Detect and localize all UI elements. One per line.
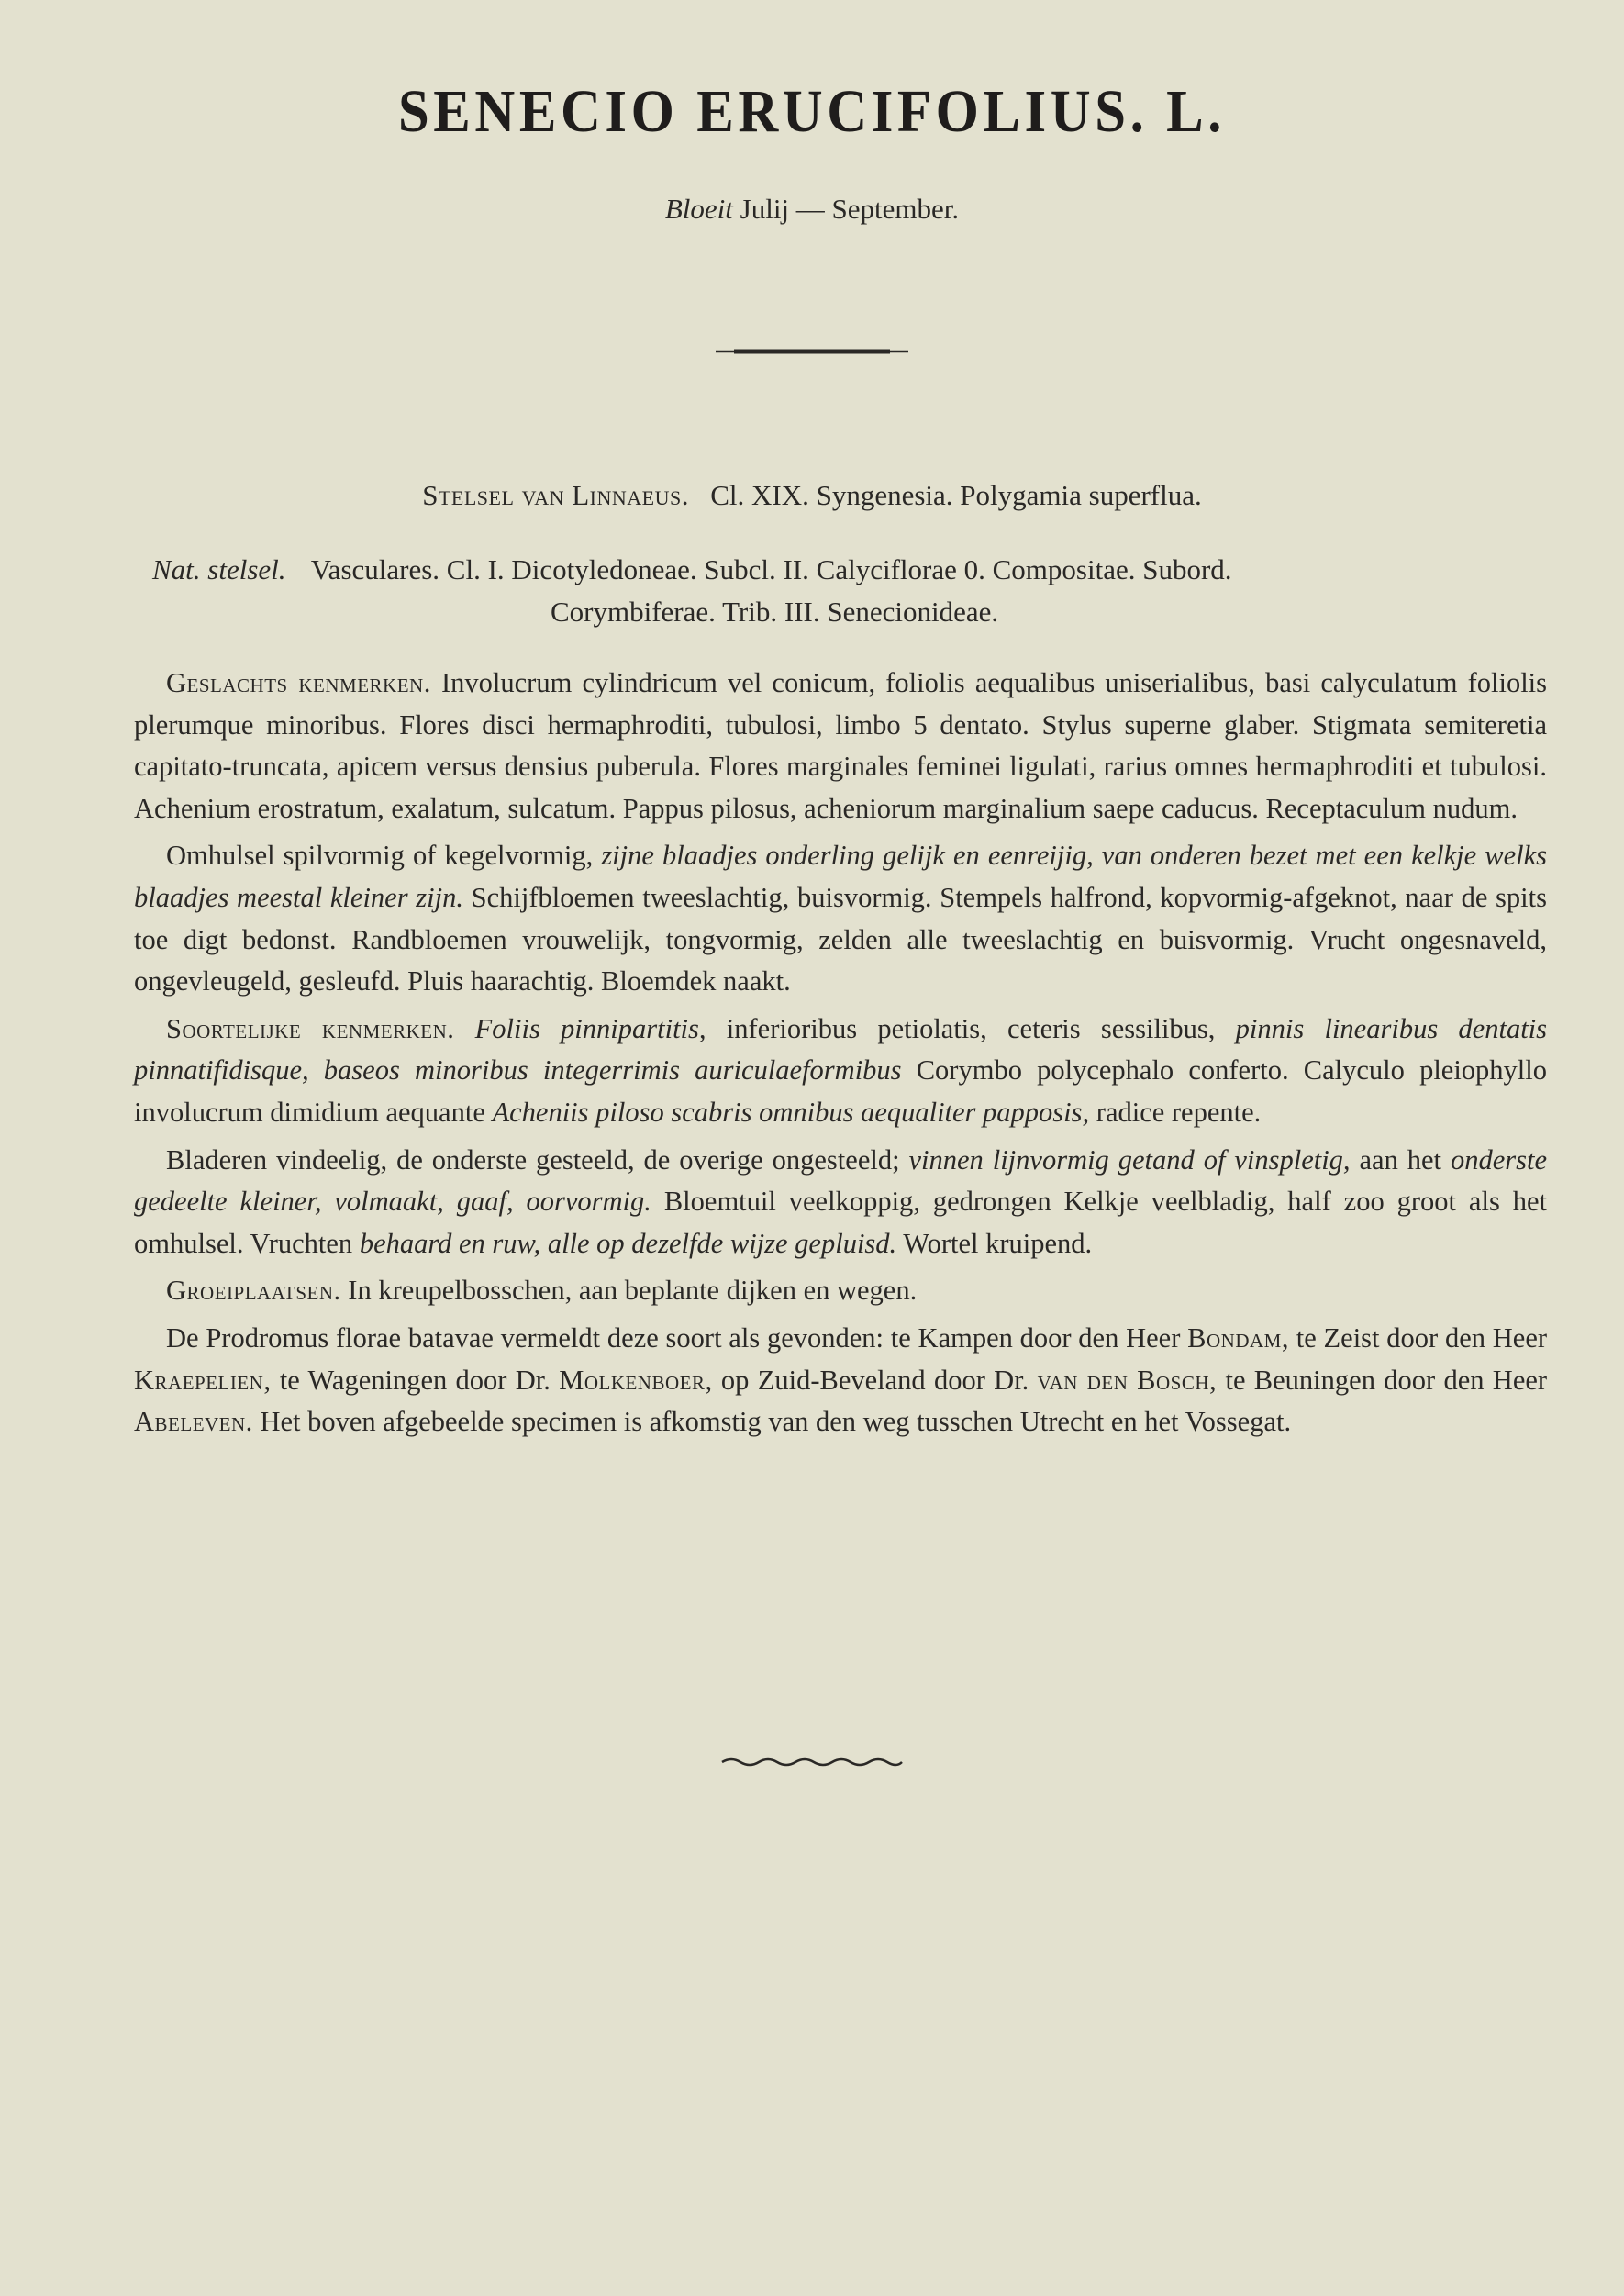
system-text: Cl. XIX. Syngenesia. Polygamia superflua. (710, 479, 1202, 511)
page-title: SENECIO ERUCIFOLIUS. L. (397, 78, 1227, 145)
geslachts-label: Geslachts kenmerken. (166, 667, 431, 698)
soortelijke-b: inferioribus petiolatis, ceteris sessilibus, (726, 1012, 1216, 1044)
bladeren-paragraph (134, 1140, 1547, 1265)
soortelijke-d: Corymbo polycephalo conferto. Calyculo pleiophyllo involucrum dimidium aequante (134, 1054, 1547, 1128)
prodromus-paragraph (134, 1318, 1547, 1443)
soortelijke-label: Soortelijke kenmerken. (166, 1012, 455, 1044)
prodromus-b: te Zeist door den Heer (1296, 1321, 1548, 1354)
groei-text: In kreupelbosschen, aan beplante dijken en wegen. (348, 1275, 918, 1307)
soortelijke-e: Acheniis piloso scabris omnibus aequaliter papposis, (492, 1096, 1090, 1128)
name-abeleven: Abeleven. (134, 1406, 253, 1438)
geslachts-latin-paragraph (134, 663, 1547, 830)
name-kraepelien: Kraepelien, (134, 1364, 272, 1396)
nat-label: Nat. stelsel. (152, 553, 286, 585)
prodromus-f: Het boven afgebeelde specimen is afkomstig van den weg tusschen Utrecht en het Vossegat. (260, 1406, 1292, 1438)
bladeren-g: Wortel kruipend. (903, 1227, 1093, 1259)
prodromus-a: De Prodromus florae batavae vermeldt deze soort als gevonden: te Kampen door den Heer (166, 1321, 1181, 1354)
bladeren-b: vinnen lijnvormig getand of vinspletig, (908, 1143, 1351, 1176)
bloom-label: Bloeit (664, 193, 733, 225)
soortelijke-f: radice repente. (1096, 1096, 1262, 1128)
bladeren-c: aan het (1359, 1143, 1442, 1176)
nat-line1: Vasculares. Cl. I. Dicotyledoneae. Subcl. II. Calyciflorae 0. Compositae. Subord. (310, 553, 1232, 585)
soortelijke-a: Foliis pinnipartitis, (474, 1012, 706, 1044)
prodromus-e: te Beuningen door den Heer (1225, 1364, 1548, 1396)
geslachts-dutch-b: zijne blaadjes onderling gelijk en eenreijig, van onderen bezet met een kelkje welks blaadjes meestal kleiner zijn. (134, 840, 1548, 913)
name-bondam: Bondam, (1187, 1321, 1289, 1354)
flowering-period (0, 193, 1624, 226)
name-van-den-bosch: van den Bosch, (1037, 1364, 1218, 1396)
description-body (134, 663, 1547, 1449)
geslachts-dutch-c: Schijfbloemen tweeslachtig, buisvormig. Stempels halfrond, kopvormig-afgeknot, naar de spits toe digt bedonst. Randbloemen vrouwelijk, tongvormig, zelden alle tweeslachtig en buisvormig. Vrucht ongesnaveld, ongevleugeld, gesleufd. Pluis haarachtig. Bloemdek naakt. (134, 881, 1547, 998)
system-label: Stelsel van Linnaeus. (422, 479, 689, 511)
bladeren-e: Bloemtuil veelkoppig, gedrongen Kelkje veelbladig, half zoo groot als het omhulsel. Vruchten (134, 1186, 1547, 1259)
soortelijke-c: pinnis linearibus dentatis pinnatifidisque, baseos minoribus integerrimis auriculaeformibus (134, 1012, 1548, 1087)
bladeren-a: Bladeren vindeelig, de onderste gesteeld, de overige ongesteeld; (166, 1143, 900, 1176)
linnaeus-system (0, 479, 1624, 512)
natural-system (152, 549, 1547, 633)
soortelijke-paragraph (134, 1009, 1547, 1134)
groei-label: Groeiplaatsen. (166, 1275, 341, 1307)
name-molkenboer: Molkenboer, (559, 1364, 713, 1396)
groeiplaatsen-paragraph (134, 1270, 1547, 1312)
top-divider (0, 347, 1624, 356)
bladeren-d: onderste gedeelte kleiner, volmaakt, gaaf, oorvormig. (134, 1143, 1548, 1218)
nat-line2: Corymbiferae. Trib. III. Senecionideae. (551, 596, 999, 628)
geslachts-dutch-paragraph (134, 835, 1547, 1002)
bottom-ornament (0, 1755, 1624, 1769)
prodromus-d: op Zuid-Beveland door Dr. (720, 1364, 1029, 1396)
geslachts-dutch-a: Omhulsel spilvormig of kegelvormig, (166, 840, 594, 872)
bloom-text: Julij — September. (740, 193, 960, 225)
geslachts-latin: Involucrum cylindricum vel conicum, foliolis aequalibus uniserialibus, basi calyculatum foliolis plerumque minoribus. Flores disci hermaphroditi, tubulosi, limbo 5 dentato. Stylus superne glaber. Stigmata semiteretia capitato-truncata, apicem versus densius puberula. Flores marginales feminei ligulati, rarius omnes hermaphroditi et tubulosi. Achenium erostratum, exalatum, sulcatum. Pappus pilosus, acheniorum marginalium saepe caducus. Receptaculum nudum. (134, 667, 1548, 824)
prodromus-c: te Wageningen door Dr. (279, 1364, 551, 1396)
bladeren-f: behaard en ruw, alle op dezelfde wijze gepluisd. (359, 1227, 897, 1259)
